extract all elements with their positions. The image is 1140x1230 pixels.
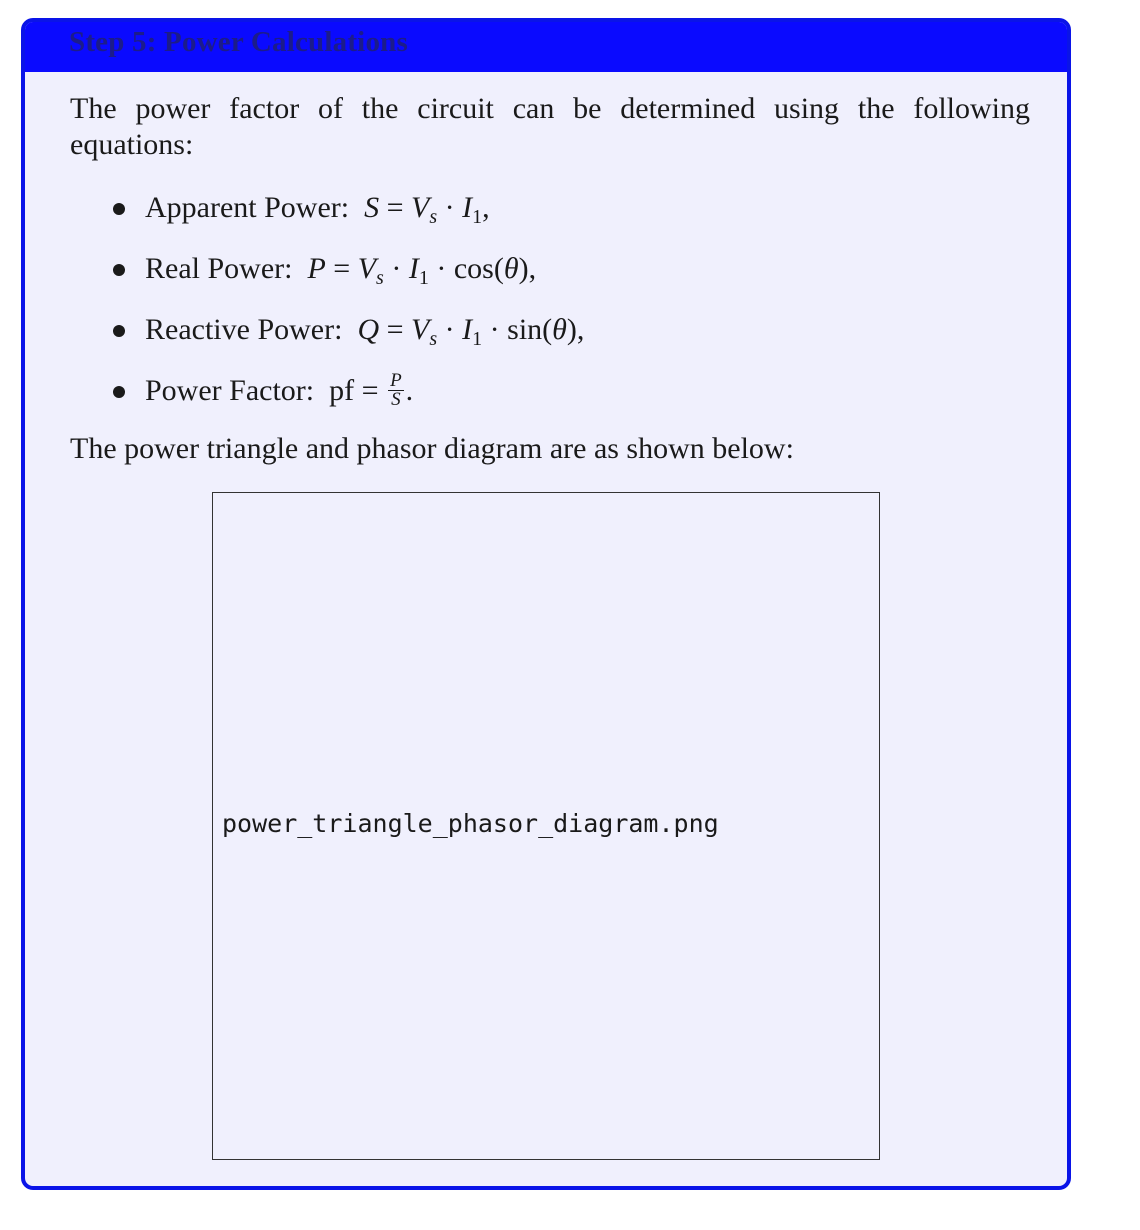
item-label: Power Factor: bbox=[145, 374, 315, 407]
intro-line-2: equations: bbox=[70, 128, 194, 161]
bullet-icon bbox=[113, 203, 125, 215]
bullet-icon bbox=[113, 325, 125, 337]
fraction: $\frac{P}{S}$ bbox=[390, 369, 402, 410]
box-header bbox=[25, 22, 1067, 72]
intro-paragraph bbox=[70, 91, 1030, 163]
intro-line-1: The power factor of the circuit can be determined using the following bbox=[70, 92, 1030, 125]
figure-filename: power_triangle_phasor_diagram.png bbox=[222, 809, 719, 838]
bullet-icon bbox=[113, 264, 125, 276]
equation-formula: $Q = V_s \cdot I_1 \cdot \sin(\theta)$, bbox=[357, 313, 585, 350]
outro-paragraph: The power triangle and phasor diagram are as shown below: bbox=[70, 432, 794, 465]
item-label: Real Power: bbox=[145, 252, 293, 285]
equation-formula: $P = V_s \cdot I_1 \cdot \cos(\theta)$, bbox=[307, 252, 537, 289]
item-label: Reactive Power: bbox=[145, 313, 343, 346]
item-label: Apparent Power: bbox=[145, 191, 350, 224]
bullet-icon bbox=[113, 386, 125, 398]
equation-formula: pf = $\frac{P}{S}$ . bbox=[329, 369, 414, 410]
figure-placeholder bbox=[212, 492, 880, 1160]
equation-formula: $S = V_s \cdot I_1$, bbox=[364, 191, 490, 228]
step-box bbox=[21, 18, 1071, 1190]
box-title: Step 5: Power Calculations bbox=[69, 26, 408, 58]
